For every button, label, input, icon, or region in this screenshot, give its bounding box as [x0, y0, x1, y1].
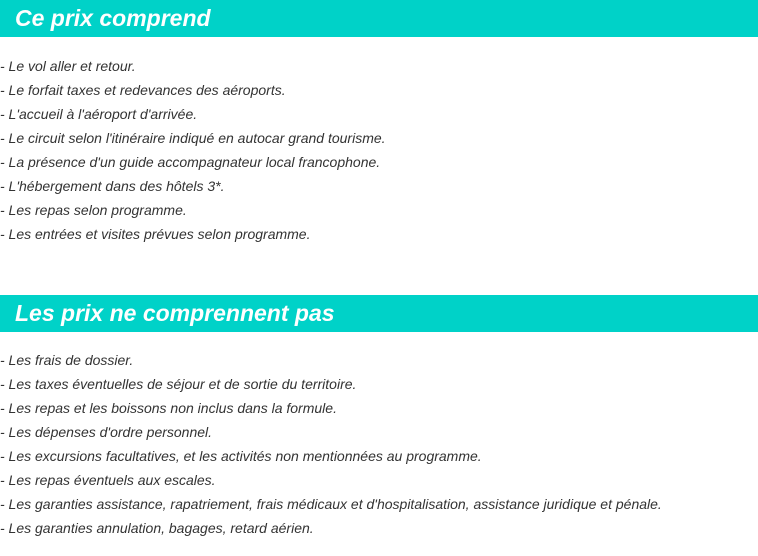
list-item: - Les garanties assistance, rapatriement, frais médicaux et d'hospitalisation, assistance juridique et pénale.: [0, 496, 662, 512]
list-item: - Les repas éventuels aux escales.: [0, 472, 216, 488]
list-item: - L'hébergement dans des hôtels 3*.: [0, 178, 225, 194]
list-item: - La présence d'un guide accompagnateur local francophone.: [0, 154, 381, 170]
list-item: - Les taxes éventuelles de séjour et de sortie du territoire.: [0, 376, 357, 392]
list-item: - Les garanties annulation, bagages, retard aérien.: [0, 520, 314, 536]
list-item: - Les entrées et visites prévues selon programme.: [0, 226, 311, 242]
section-title-price-includes: Ce prix comprend: [15, 5, 211, 31]
list-item: - Les dépenses d'ordre personnel.: [0, 424, 213, 440]
list-item: - Les repas selon programme.: [0, 202, 187, 218]
list-item: - Les excursions facultatives, et les activités non mentionnées au programme.: [0, 448, 482, 464]
list-item: - L'accueil à l'aéroport d'arrivée.: [0, 106, 198, 122]
list-item: - Les frais de dossier.: [0, 352, 134, 368]
list-item: - Le circuit selon l'itinéraire indiqué en autocar grand tourisme.: [0, 130, 386, 146]
section-header-price-includes: [0, 0, 758, 37]
list-item: - Les repas et les boissons non inclus dans la formule.: [0, 400, 337, 416]
price-includes-list: [0, 54, 758, 246]
section-header-price-excludes: [0, 295, 758, 332]
price-excludes-list: [0, 348, 758, 540]
section-title-price-excludes: Les prix ne comprennent pas: [15, 300, 335, 326]
list-item: - Le vol aller et retour.: [0, 58, 136, 74]
list-item: - Le forfait taxes et redevances des aéroports.: [0, 82, 286, 98]
